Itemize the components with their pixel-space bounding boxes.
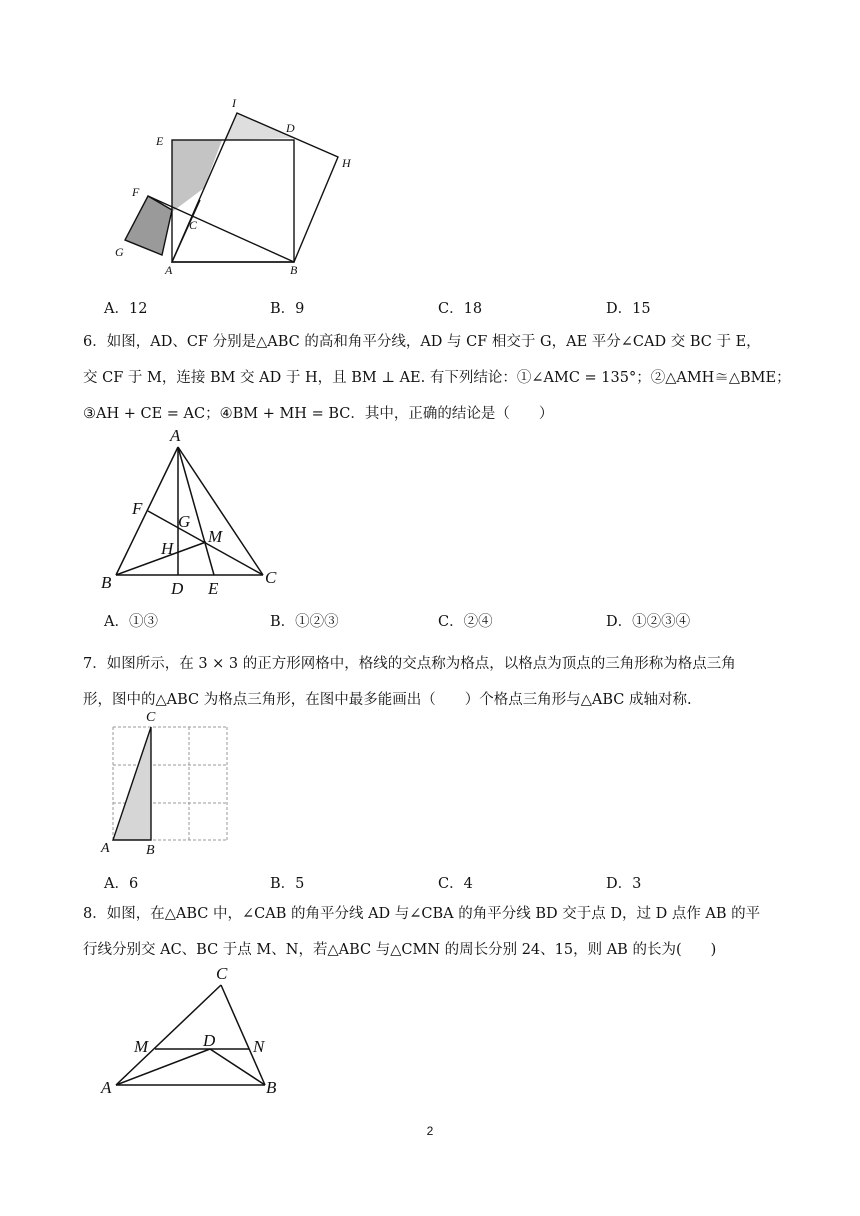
- q6-option-a: A．①③: [104, 614, 158, 630]
- q5-label-f: F: [132, 185, 140, 199]
- q6-line-3: ③AH + CE = AC；④BM + MH = BC．其中，正确的结论是（ ）: [83, 406, 554, 422]
- q5-label-h: H: [342, 156, 351, 170]
- q5-shaded-square-acfg: [125, 196, 172, 255]
- q5-label-e: E: [156, 134, 164, 148]
- q5-label-d: D: [286, 121, 295, 135]
- q8-label-n: N: [253, 1037, 265, 1056]
- q6-label-d: D: [171, 579, 184, 598]
- q6-figure: [98, 425, 288, 600]
- q6-label-f: F: [132, 499, 143, 518]
- q5-label-i: I: [232, 96, 236, 110]
- q5-label-b: B: [290, 263, 298, 277]
- q7-label-c: C: [146, 710, 156, 725]
- q8-label-m: M: [134, 1037, 149, 1056]
- q6-side-ac: [178, 447, 263, 575]
- q8-label-c: C: [216, 964, 228, 983]
- page-number: 2: [426, 1124, 434, 1138]
- q6-options: [104, 610, 724, 634]
- q7-option-d: D．3: [606, 876, 642, 892]
- q6-label-c: C: [265, 568, 277, 587]
- q5-shaded-region-e: [172, 140, 222, 212]
- q6-label-b: B: [101, 573, 112, 592]
- q8-label-b: B: [266, 1078, 277, 1097]
- q6-label-a: A: [170, 426, 181, 445]
- q5-options: [104, 297, 724, 321]
- q8-bisector-ad: [116, 1049, 210, 1085]
- q8-figure: [98, 962, 298, 1102]
- q7-line-2: 形，图中的△ABC 为格点三角形，在图中最多能画出（ ）个格点三角形与△ABC 成轴对称.: [83, 692, 692, 708]
- q7-option-c: C．4: [438, 876, 473, 892]
- q5-line-bg: [148, 196, 294, 262]
- q5-figure: [100, 90, 380, 280]
- q6-stem: [83, 324, 791, 432]
- q8-line-1: 8．如图，在△ABC 中，∠CAB 的角平分线 AD 与∠CBA 的角平分线 BD 交于点 D，过 D 点作 AB 的平: [83, 906, 761, 922]
- q7-figure: [98, 706, 238, 860]
- q5-option-d: D．15: [606, 301, 651, 317]
- q6-option-d: D．①②③④: [606, 614, 691, 630]
- q7-label-a: A: [101, 841, 110, 856]
- q5-option-a: A．12: [104, 301, 148, 317]
- q5-option-b: B．9: [270, 301, 305, 317]
- q6-label-e: E: [208, 579, 219, 598]
- q6-line-1: 6．如图，AD、CF 分别是△ABC 的高和角平分线，AD 与 CF 相交于 G，AE 平分∠CAD 交 BC 于 E，: [83, 334, 761, 350]
- q6-label-h: H: [161, 539, 174, 558]
- q6-label-g: G: [178, 512, 191, 531]
- q6-option-b: B．①②③: [270, 614, 339, 630]
- q5-label-a: A: [165, 263, 173, 277]
- q7-option-b: B．5: [270, 876, 305, 892]
- q5-option-c: C．18: [438, 301, 483, 317]
- q5-label-g: G: [115, 245, 124, 259]
- q7-label-b: B: [146, 843, 155, 858]
- q6-line-2: 交 CF 于 M，连接 BM 交 AD 于 H，且 BM ⊥ AE. 有下列结论：①∠AMC = 135°；②△AMH≅△BME；: [83, 370, 791, 386]
- q8-line-2: 行线分别交 AC、BC 于点 M、N，若△ABC 与△CMN 的周长分别 24、15，则 AB 的长为( ): [83, 942, 717, 958]
- q7-line-1: 7．如图所示，在 3 × 3 的正方形网格中，格线的交点称为格点，以格点为顶点的三角形称为格点三角: [83, 656, 736, 672]
- q8-label-d: D: [203, 1031, 216, 1050]
- q7-options: [104, 872, 724, 896]
- q8-stem: [83, 896, 783, 968]
- q5-label-c: C: [189, 218, 198, 232]
- q7-option-a: A．6: [104, 876, 139, 892]
- q6-label-m: M: [208, 527, 223, 546]
- q8-label-a: A: [101, 1078, 112, 1097]
- q7-triangle-abc: [113, 727, 151, 840]
- q6-option-c: C．②④: [438, 614, 493, 630]
- q6-bisector-ae: [178, 447, 214, 575]
